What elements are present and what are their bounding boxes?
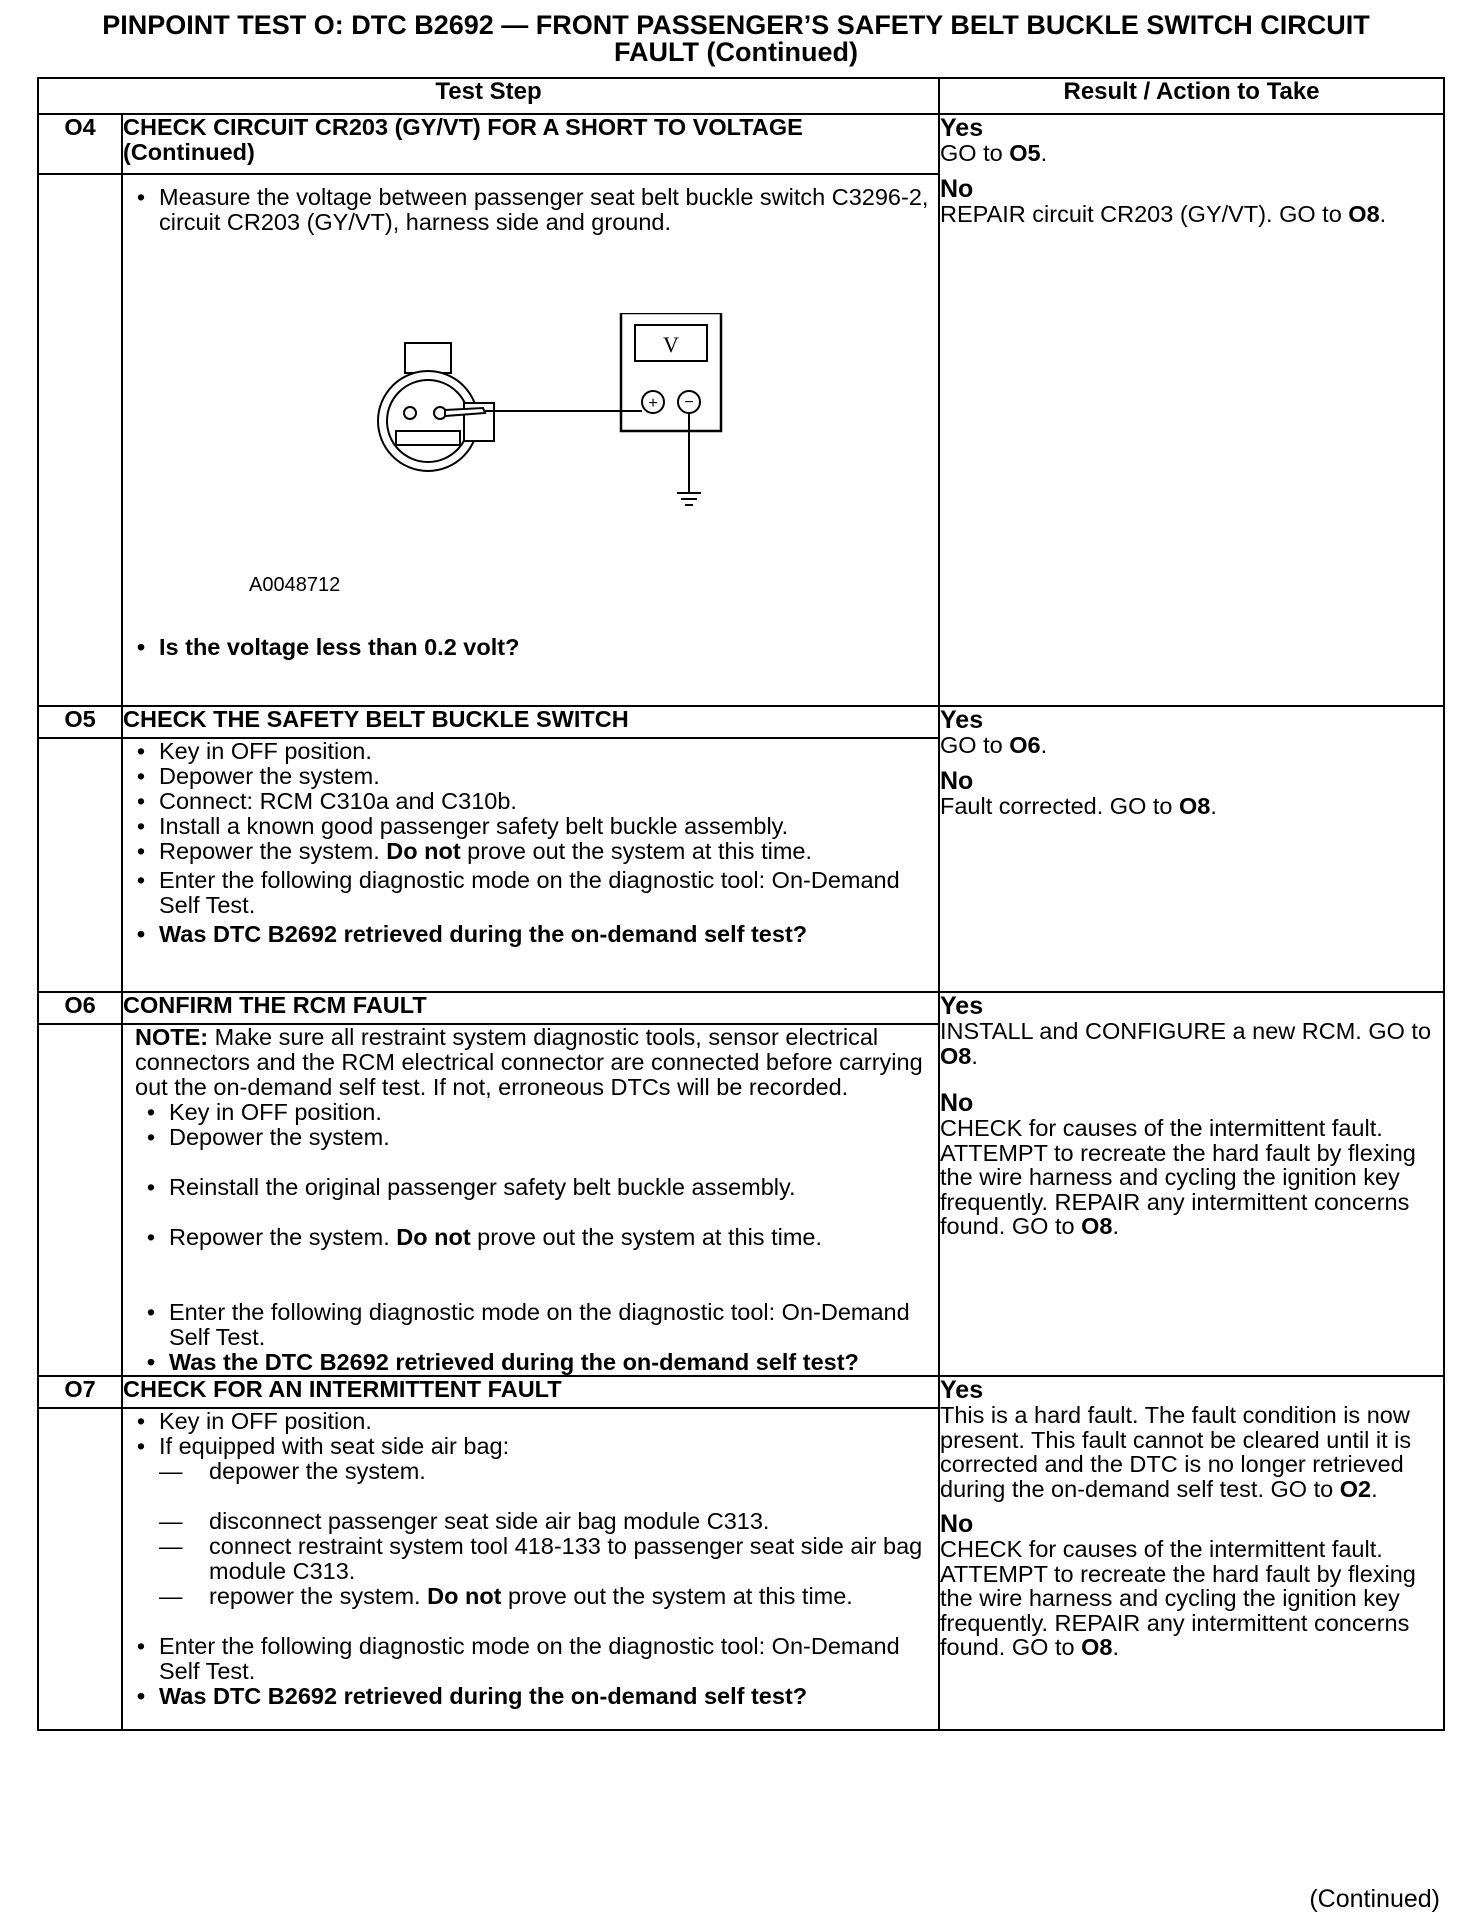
sub-list-item: — connect restraint system tool 418-133 to passenger seat side air bag module C313. — [159, 1533, 923, 1584]
step-o4-result — [939, 114, 1444, 706]
list-item: • Repower the system. Do not prove out the system at this time. — [146, 1224, 822, 1250]
no-label: No — [940, 1510, 974, 1538]
yes-label: Yes — [940, 1376, 984, 1404]
connector-voltmeter-svg — [363, 313, 863, 613]
step-id: O7 — [38, 1376, 122, 1408]
no-action: CHECK for causes of the intermittent fault. ATTEMPT to recreate the hard fault by flexing the wire harness and cycling the ignition key frequently. REPAIR any intermittent concerns found. GO to O8. — [940, 1115, 1416, 1239]
list-item: • Was the DTC B2692 retrieved during the on-demand self test? — [146, 1349, 859, 1375]
voltmeter-diagram — [123, 235, 938, 615]
no-label: No — [940, 766, 974, 795]
yes-label: Yes — [940, 992, 984, 1020]
list-item: • Enter the following diagnostic mode on the diagnostic tool: On-Demand Self Test. — [146, 1299, 910, 1350]
list-item: • Enter the following diagnostic mode on the diagnostic tool: On-Demand Self Test. — [136, 867, 900, 918]
sub-list-item: — disconnect passenger seat side air bag module C313. — [159, 1508, 770, 1534]
yes-label: Yes — [940, 114, 984, 142]
step-id: O5 — [38, 706, 122, 738]
note: NOTE: Make sure all restraint system diagnostic tools, sensor electrical connectors and the RCM electrical connector are connected before carrying out the on-demand self test. If not, erroneous DTCs will be recorded. — [135, 1024, 923, 1100]
yes-action: GO to O6. — [940, 732, 1048, 758]
step-o5-result — [939, 706, 1444, 992]
list-item: • Was DTC B2692 retrieved during the on-demand self test? — [136, 1683, 808, 1709]
list-item: • Enter the following diagnostic mode on the diagnostic tool: On-Demand Self Test. — [136, 1633, 900, 1684]
list-item: • Reinstall the original passenger safety belt buckle assembly. — [146, 1174, 796, 1200]
list-item: • Key in OFF position. — [146, 1099, 382, 1125]
step-title: CONFIRM THE RCM FAULT — [122, 992, 939, 1024]
yes-label: Yes — [940, 706, 984, 734]
svg-text:+: + — [648, 395, 658, 412]
figure-label: A0048712 — [249, 574, 341, 596]
yes-action: GO to O5. — [940, 140, 1048, 166]
title-line-1: PINPOINT TEST O: DTC B2692 — FRONT PASSENGER’S SAFETY BELT BUCKLE SWITCH CIRCUIT — [102, 10, 1370, 40]
no-action: REPAIR circuit CR203 (GY/VT). GO to O8. — [940, 200, 1387, 227]
list-item: • Install a known good passenger safety belt buckle assembly. — [136, 813, 789, 839]
table-header-row — [38, 78, 1444, 114]
no-label: No — [940, 1089, 974, 1117]
continued-label: (Continued) — [1309, 1885, 1440, 1913]
pinpoint-test-table — [37, 77, 1445, 1731]
step-o5-body — [122, 738, 939, 992]
no-action: CHECK for causes of the intermittent fault. ATTEMPT to recreate the hard fault by flexing the wire harness and cycling the ignition key frequently. REPAIR any intermittent concerns found. GO to O8. — [940, 1536, 1416, 1660]
step-o7-result — [939, 1376, 1444, 1730]
page-title — [36, 12, 1436, 66]
list-item: • Connect: RCM C310a and C310b. — [136, 788, 517, 814]
step-o5-title-row — [38, 706, 1444, 738]
step-o4-title-row — [38, 114, 1444, 174]
list-item: • Was DTC B2692 retrieved during the on-demand self test? — [136, 921, 808, 947]
svg-text:−: − — [684, 394, 694, 411]
step-o6-body — [122, 1024, 939, 1376]
step-o7-body — [122, 1408, 939, 1730]
yes-action: INSTALL and CONFIGURE a new RCM. GO to O8. — [940, 1018, 1432, 1069]
list-item: • Depower the system. — [136, 763, 380, 789]
sub-list-item: — repower the system. Do not prove out the system at this time. — [159, 1583, 853, 1609]
list-item: • Key in OFF position. — [136, 1408, 372, 1434]
step-o7-title-row — [38, 1376, 1444, 1408]
step-title: CHECK THE SAFETY BELT BUCKLE SWITCH — [122, 706, 939, 738]
list-item: • Key in OFF position. — [136, 738, 372, 764]
list-item: • Depower the system. — [146, 1124, 390, 1150]
yes-action: This is a hard fault. The fault condition is now present. This fault cannot be cleared until it is corrected and the DTC is no longer retrieved during the on-demand self test. GO to O2. — [940, 1402, 1412, 1502]
no-label: No — [940, 174, 974, 203]
step-o6-result — [939, 992, 1444, 1376]
result-header: Result / Action to Take — [939, 78, 1444, 114]
step-title: CHECK CIRCUIT CR203 (GY/VT) FOR A SHORT TO VOLTAGE (Continued) — [122, 114, 939, 174]
step-id: O4 — [38, 114, 122, 174]
no-action: Fault corrected. GO to O8. — [940, 792, 1217, 819]
step-o6-title-row — [38, 992, 1444, 1024]
list-item: • Repower the system. Do not prove out the system at this time. — [136, 838, 812, 864]
step-id: O6 — [38, 992, 122, 1024]
connector-latch — [405, 343, 451, 373]
test-step-header: Test Step — [38, 78, 939, 114]
list-item: • Is the voltage less than 0.2 volt? — [136, 634, 520, 660]
list-item: • Measure the voltage between passenger seat belt buckle switch C3296-2, circuit CR203 (GY/VT), harness side and ground. — [136, 184, 929, 235]
step-title: CHECK FOR AN INTERMITTENT FAULT — [122, 1376, 939, 1408]
list-item: • If equipped with seat side air bag: — [136, 1433, 510, 1459]
title-line-2: FAULT (Continued) — [614, 37, 858, 67]
voltmeter-unit: V — [663, 332, 679, 357]
step-o4-body — [122, 174, 939, 706]
sub-list-item: — depower the system. — [159, 1458, 426, 1484]
